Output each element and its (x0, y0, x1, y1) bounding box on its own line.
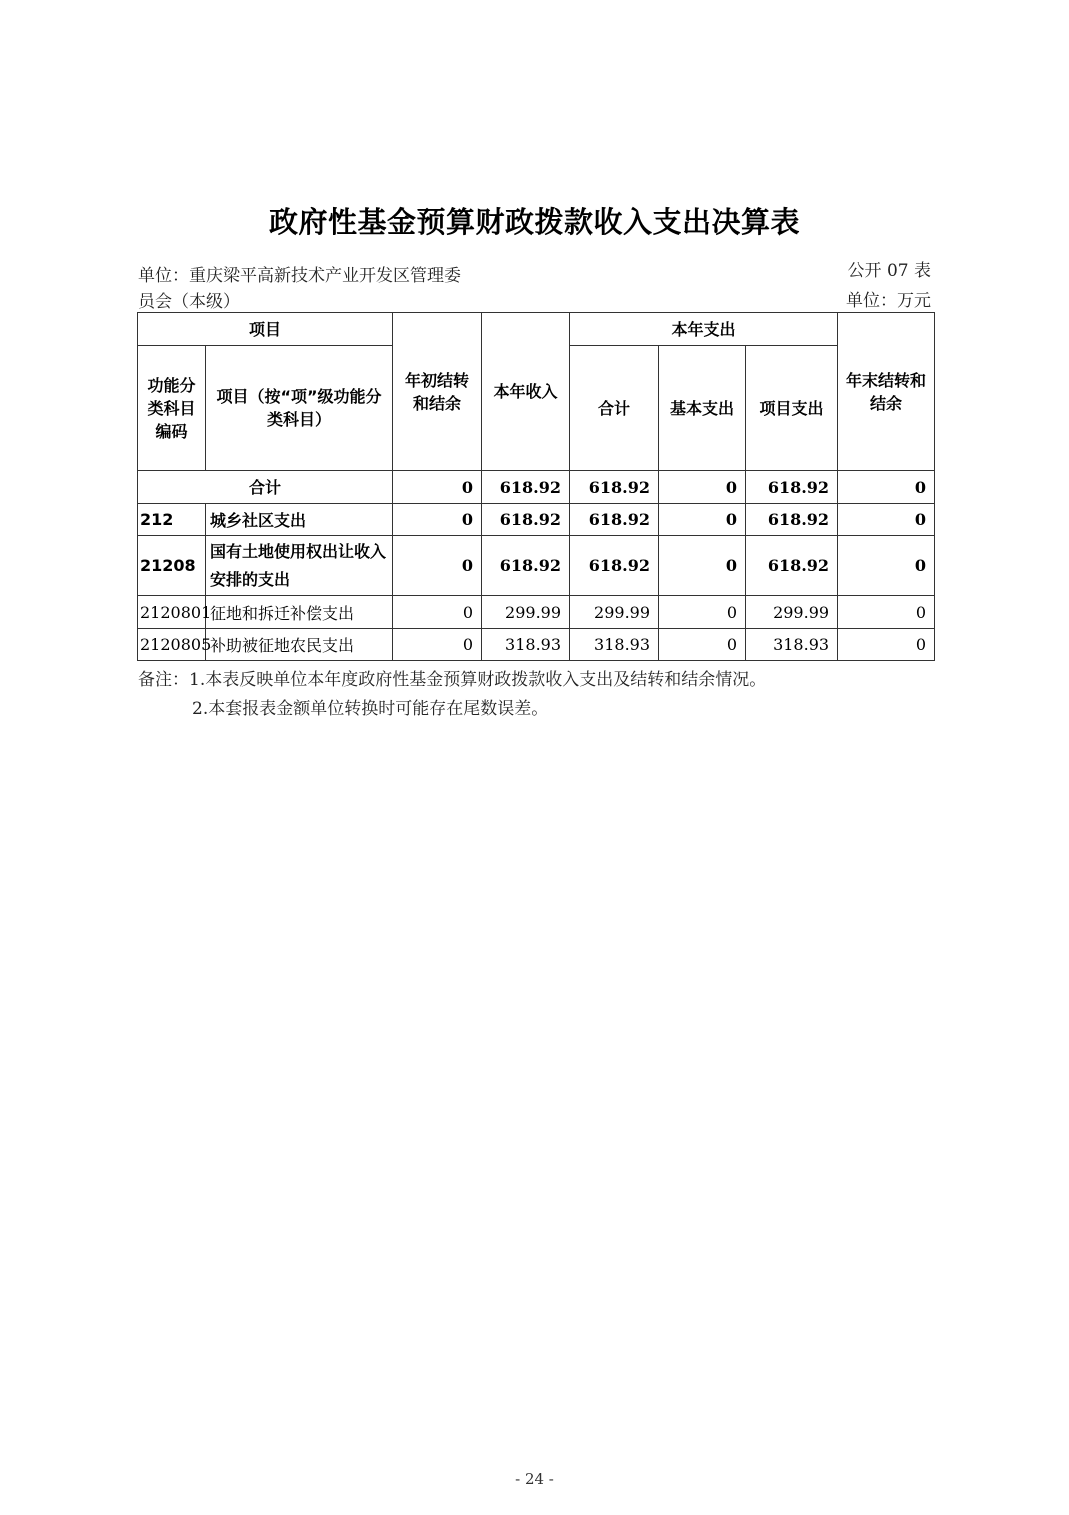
cell-project: 318.93 (746, 629, 838, 661)
cell-begin: 0 (393, 629, 482, 661)
header-begin-balance: 年初结转和结余 (393, 313, 482, 471)
cell-income: 618.92 (482, 471, 570, 504)
cell-end: 0 (838, 536, 935, 596)
table-number: 公开 07 表 (847, 261, 931, 281)
report-table (137, 312, 935, 661)
cell-name: 补助被征地农民支出 (206, 629, 393, 661)
header-item-name: 项目（按“项”级功能分类科目） (206, 346, 393, 471)
table-row (138, 629, 935, 661)
cell-total: 618.92 (570, 504, 659, 536)
cell-end: 0 (838, 471, 935, 504)
cell-code: 21208 (138, 536, 206, 596)
money-unit: 单位：万元 (846, 291, 931, 311)
table-row (138, 536, 935, 596)
header-item: 项目 (138, 313, 393, 346)
page-number: - 24 - (515, 1470, 554, 1488)
cell-income: 299.99 (482, 596, 570, 629)
cell-code: 2120805 (138, 629, 206, 661)
cell-name: 城乡社区支出 (206, 504, 393, 536)
cell-end: 0 (838, 504, 935, 536)
cell-end: 0 (838, 629, 935, 661)
cell-name: 国有土地使用权出让收入安排的支出 (206, 536, 393, 596)
cell-code: 2120801 (138, 596, 206, 629)
table-row (138, 596, 935, 629)
cell-project: 618.92 (746, 471, 838, 504)
header-row-1 (138, 313, 935, 346)
cell-total: 618.92 (570, 536, 659, 596)
cell-begin: 0 (393, 596, 482, 629)
unit-line-1: 单位：重庆梁平高新技术产业开发区管理委 (138, 266, 461, 286)
header-end-balance: 年末结转和结余 (838, 313, 935, 471)
cell-begin: 0 (393, 471, 482, 504)
table-row (138, 504, 935, 536)
cell-code: 212 (138, 504, 206, 536)
header-total: 合计 (570, 346, 659, 471)
cell-project: 299.99 (746, 596, 838, 629)
cell-project: 618.92 (746, 536, 838, 596)
cell-basic: 0 (659, 471, 746, 504)
cell-project: 618.92 (746, 504, 838, 536)
cell-basic: 0 (659, 596, 746, 629)
header-income: 本年收入 (482, 313, 570, 471)
cell-begin: 0 (393, 504, 482, 536)
table-row-total (138, 471, 935, 504)
note-2: 2.本套报表金额单位转换时可能存在尾数误差。 (192, 699, 549, 719)
cell-begin: 0 (393, 536, 482, 596)
note-1: 备注：1.本表反映单位本年度政府性基金预算财政拨款收入支出及结转和结余情况。 (138, 670, 767, 690)
cell-name: 征地和拆迁补偿支出 (206, 596, 393, 629)
unit-line-2: 员会（本级） (138, 292, 240, 312)
cell-income: 618.92 (482, 536, 570, 596)
cell-basic: 0 (659, 504, 746, 536)
row-total-label: 合计 (138, 471, 393, 504)
cell-income: 318.93 (482, 629, 570, 661)
notes (138, 666, 766, 724)
cell-total: 299.99 (570, 596, 659, 629)
unit-label (138, 263, 498, 315)
cell-total: 318.93 (570, 629, 659, 661)
cell-total: 618.92 (570, 471, 659, 504)
page-title: 政府性基金预算财政拨款收入支出决算表 (268, 205, 800, 239)
cell-income: 618.92 (482, 504, 570, 536)
cell-end: 0 (838, 596, 935, 629)
cell-basic: 0 (659, 629, 746, 661)
header-project: 项目支出 (746, 346, 838, 471)
cell-basic: 0 (659, 536, 746, 596)
header-current-expense: 本年支出 (570, 313, 838, 346)
header-code: 功能分类科目编码 (138, 346, 206, 471)
header-basic: 基本支出 (659, 346, 746, 471)
